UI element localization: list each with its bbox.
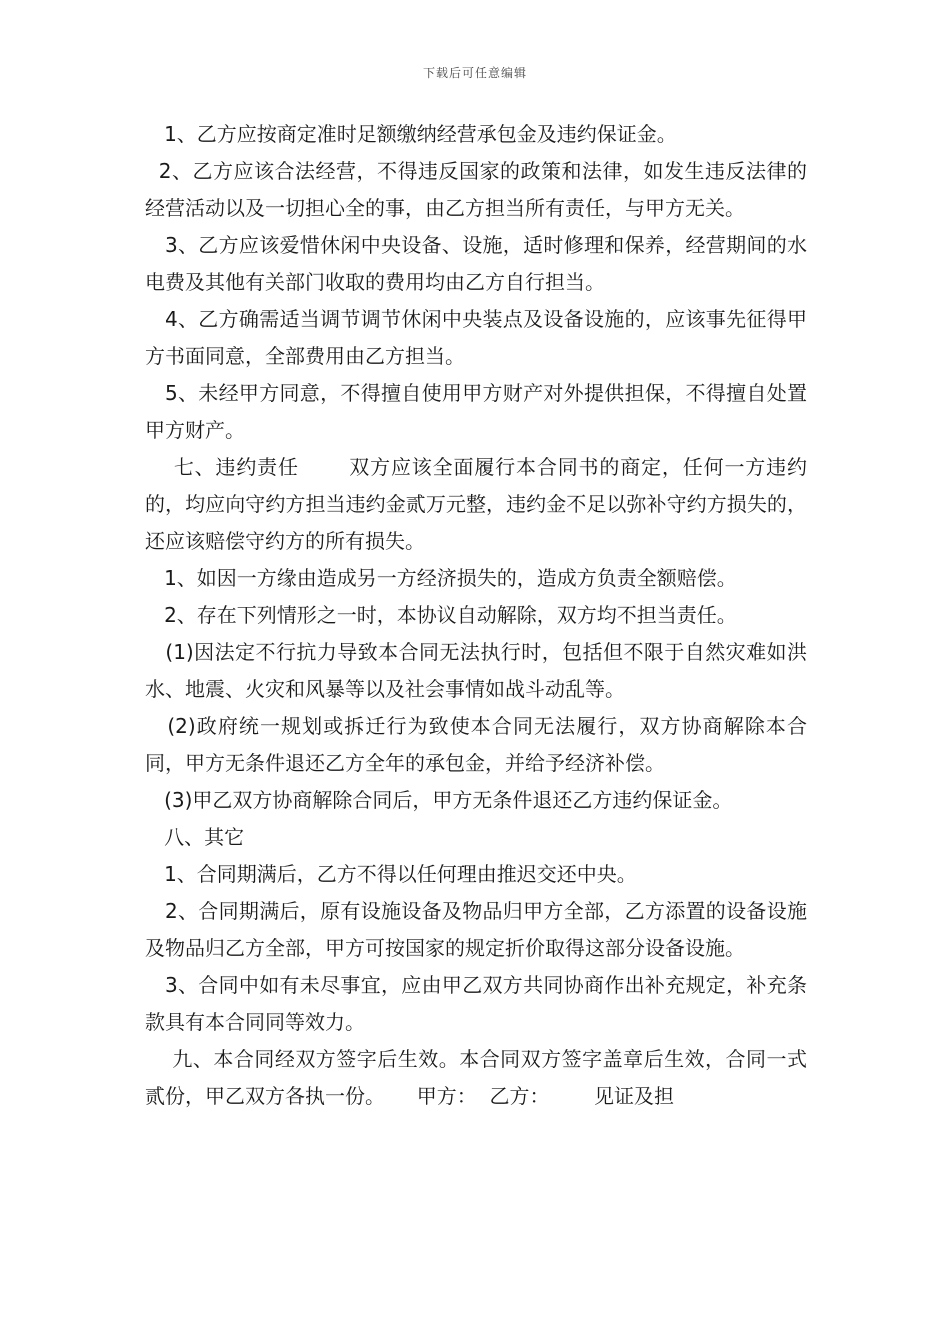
page-header: 下载后可任意编辑 — [422, 66, 527, 80]
section-paragraph: 七、违约责任 双方应该全面履行本合同书的商定，任何一方违约的，均应向守约方担当违约金贰万元整，违约金不足以弥补守约方损失的，还应该赔偿守约方的所有损失。 — [145, 455, 807, 553]
clause-paragraph: 2、存在下列情形之一时，本协议自动解除，双方均不担当责任。 — [145, 603, 737, 627]
clause-paragraph: 1、如因一方缘由造成另一方经济损失的，造成方负责全额赔偿。 — [145, 566, 737, 590]
section-paragraph: 九、本合同经双方签字后生效。本合同双方签字盖章后生效，合同一式贰份，甲乙双方各执一份。 甲方： 乙方： 见证及担 — [145, 1047, 808, 1108]
sub-clause-paragraph: (2)政府统一规划或拆迁行为致使本合同无法履行，双方协商解除本合同，甲方无条件退还乙方全年的承包金，并给予经济补偿。 — [145, 714, 807, 775]
clause-paragraph: 1、合同期满后，乙方不得以任何理由推迟交还中央。 — [145, 862, 637, 886]
clause-paragraph: 2、乙方应该合法经营，不得违反国家的政策和法律，如发生违反法律的经营活动以及一切担心全的事，由乙方担当所有责任，与甲方无关。 — [145, 159, 807, 220]
clause-paragraph: 4、乙方确需适当调节调节休闲中央装点及设备设施的，应该事先征得甲方书面同意，全部费用由乙方担当。 — [145, 307, 807, 368]
sub-clause-paragraph: (1)因法定不行抗力导致本合同无法执行时，包括但不限于自然灾难如洪水、地震、火灾和风暴等以及社会事情如战斗动乱等。 — [145, 640, 807, 701]
clause-paragraph: 3、乙方应该爱惜休闲中央设备、设施，适时修理和保养，经营期间的水电费及其他有关部门收取的费用均由乙方自行担当。 — [145, 233, 807, 294]
sub-clause-paragraph: (3)甲乙双方协商解除合同后，甲方无条件退还乙方违约保证金。 — [145, 788, 733, 812]
section-heading: 八、其它 — [145, 825, 245, 849]
clause-paragraph: 2、合同期满后，原有设施设备及物品归甲方全部，乙方添置的设备设施及物品归乙方全部，甲方可按国家的规定折价取得这部分设备设施。 — [145, 899, 807, 960]
clause-paragraph: 5、未经甲方同意，不得擅自使用甲方财产对外提供担保，不得擅自处置甲方财产。 — [145, 381, 807, 442]
clause-paragraph: 1、乙方应按商定准时足额缴纳经营承包金及违约保证金。 — [145, 122, 677, 146]
clause-paragraph: 3、合同中如有未尽事宜，应由甲乙双方共同协商作出补充规定，补充条款具有本合同同等效力。 — [145, 973, 807, 1034]
document-body — [145, 116, 807, 1115]
